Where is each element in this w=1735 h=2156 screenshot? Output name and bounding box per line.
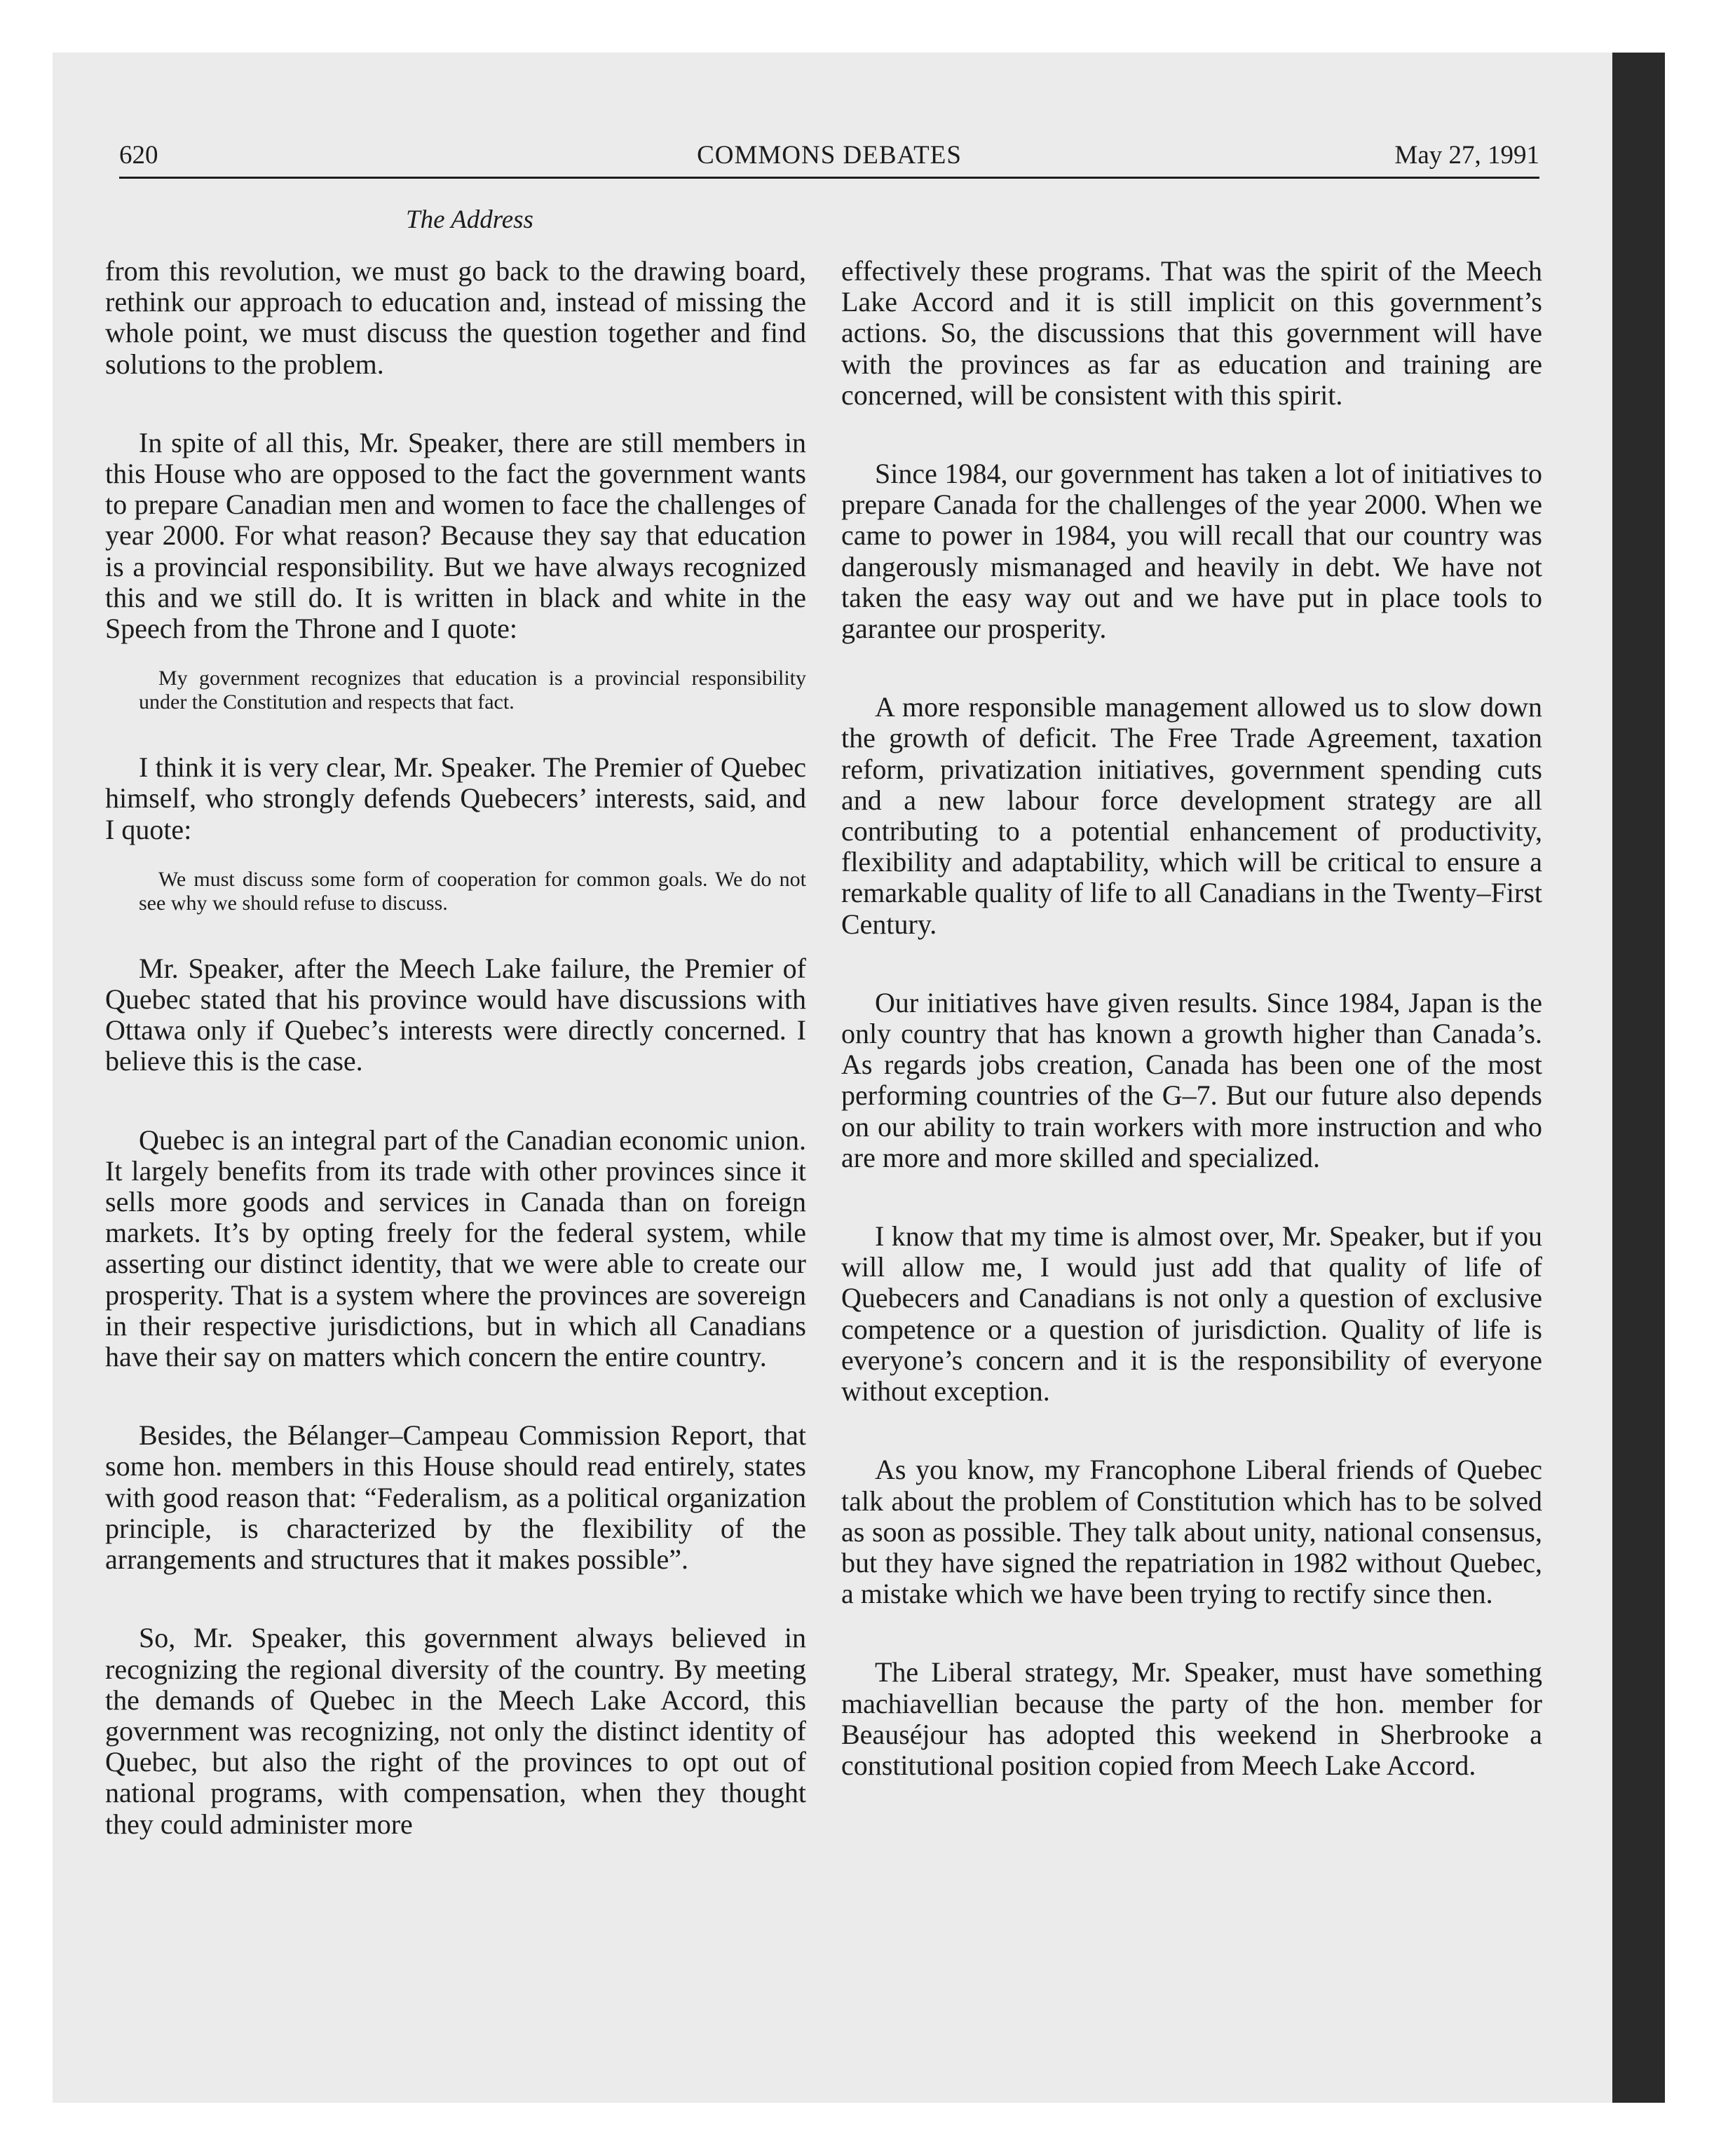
block-quote: My government recognizes that education is a provincial responsibility under the Constitution and respects that fact. — [139, 667, 806, 714]
scan-edge-shadow — [1612, 53, 1665, 2103]
paragraph: A more responsible management allowed us to slow down the growth of deficit. The Free Trade Agreement, taxation reform, privatization initiatives, government spending cuts and a new labour force development strategy are all contributing to a potential enhancement of productivity, flexibility and adaptability, which will be critical to ensure a remarkable quality of life to all Canadians in the Twenty–First Century. — [841, 691, 1542, 940]
paragraph: I think it is very clear, Mr. Speaker. The Premier of Quebec himself, who strongly defends Quebecers’ interests, said, and I quote: — [105, 751, 806, 845]
header-divider — [119, 177, 1539, 179]
paragraph: Our initiatives have given results. Since 1984, Japan is the only country that has known a growth higher than Canada’s. As regards jobs creation, Canada has been one of the most performing countries of the G–7. But our future also depends on our ability to train workers with more instruction and who are more and more skilled and specialized. — [841, 986, 1542, 1173]
publication-date: May 27, 1991 — [1394, 141, 1539, 170]
paragraph: So, Mr. Speaker, this government always believed in recognizing the regional diversity of the country. By meeting the demands of Quebec in the Meech Lake Accord, this government was recognizing, not only the distinct identity of Quebec, but also the right of the provinces to opt out of national programs, with compensation, when they thought they could administer more — [105, 1622, 806, 1840]
paragraph: I know that my time is almost over, Mr. Speaker, but if you will allow me, I would just add that quality of life of Quebecers and Canadians is not only a question of exclusive competence or a question of jurisdiction. Quality of life is everyone’s concern and it is the responsibility of everyone without exception. — [841, 1220, 1542, 1407]
publication-title: COMMONS DEBATES — [697, 141, 962, 170]
paragraph: Quebec is an integral part of the Canadian economic union. It largely benefits from its trade with other provinces since it sells more goods and services in Canada than on foreign markets. It’s by opting freely for the federal system, while asserting our distinct identity, that we were able to create our prosperity. That is a system where the provinces are sovereign in their respective jurisdictions, but in which all Canadians have their say on matters which concern the entire country. — [105, 1124, 806, 1373]
page-number: 620 — [119, 141, 158, 170]
paragraph: Mr. Speaker, after the Meech Lake failure, the Premier of Quebec stated that his province would have discussions with Ottawa only if Quebec’s interests were directly concerned. I believe this is the case. — [105, 952, 806, 1077]
page-header — [119, 135, 1539, 178]
right-column — [841, 256, 1542, 1829]
block-quote: We must discuss some form of cooperation for common goals. We do not see why we should refuse to discuss. — [139, 867, 806, 915]
paragraph: from this revolution, we must go back to the drawing board, rethink our approach to education and, instead of missing the whole point, we must discuss the question together and find solutions to the problem. — [105, 255, 806, 380]
paragraph: In spite of all this, Mr. Speaker, there are still members in this House who are opposed to the fact the government wants to prepare Canadian men and women to face the challenges of year 2000. For what reason? Because they say that education is a provincial responsibility. But we have always recognized this and we still do. It is written in black and white in the Speech from the Throne and I quote: — [105, 426, 806, 645]
paragraph: The Liberal strategy, Mr. Speaker, must have something machiavellian because the party of the hon. member for Beauséjour has adopted this weekend in Sherbrooke a constitutional position copied from Meech Lake Accord. — [841, 1656, 1542, 1781]
paragraph: As you know, my Francophone Liberal friends of Quebec talk about the problem of Constitution which has to be solved as soon as possible. They talk about unity, national consensus, but they have signed the repatriation in 1982 without Quebec, a mistake which we have been trying to rectify since then. — [841, 1454, 1542, 1610]
section-title: The Address — [406, 205, 533, 234]
left-column — [105, 256, 806, 1888]
paragraph: Since 1984, our government has taken a lot of initiatives to prepare Canada for the challenges of the year 2000. When we came to power in 1984, you will recall that our country was dangerously mismanaged and heavily in debt. We have not taken the easy way out and we have put in place tools to garantee our prosperity. — [841, 458, 1542, 645]
paragraph: effectively these programs. That was the spirit of the Meech Lake Accord and it is still implicit on this government’s actions. So, the discussions that this government will have with the provinces as far as education and training are concerned, will be consistent with this spirit. — [841, 255, 1542, 411]
paragraph: Besides, the Bélanger–Campeau Commission Report, that some hon. members in this House should read entirely, states with good reason that: “Federalism, as a political organization principle, is characterized by the flexibility of the arrangements and structures that it makes possible”. — [105, 1419, 806, 1576]
